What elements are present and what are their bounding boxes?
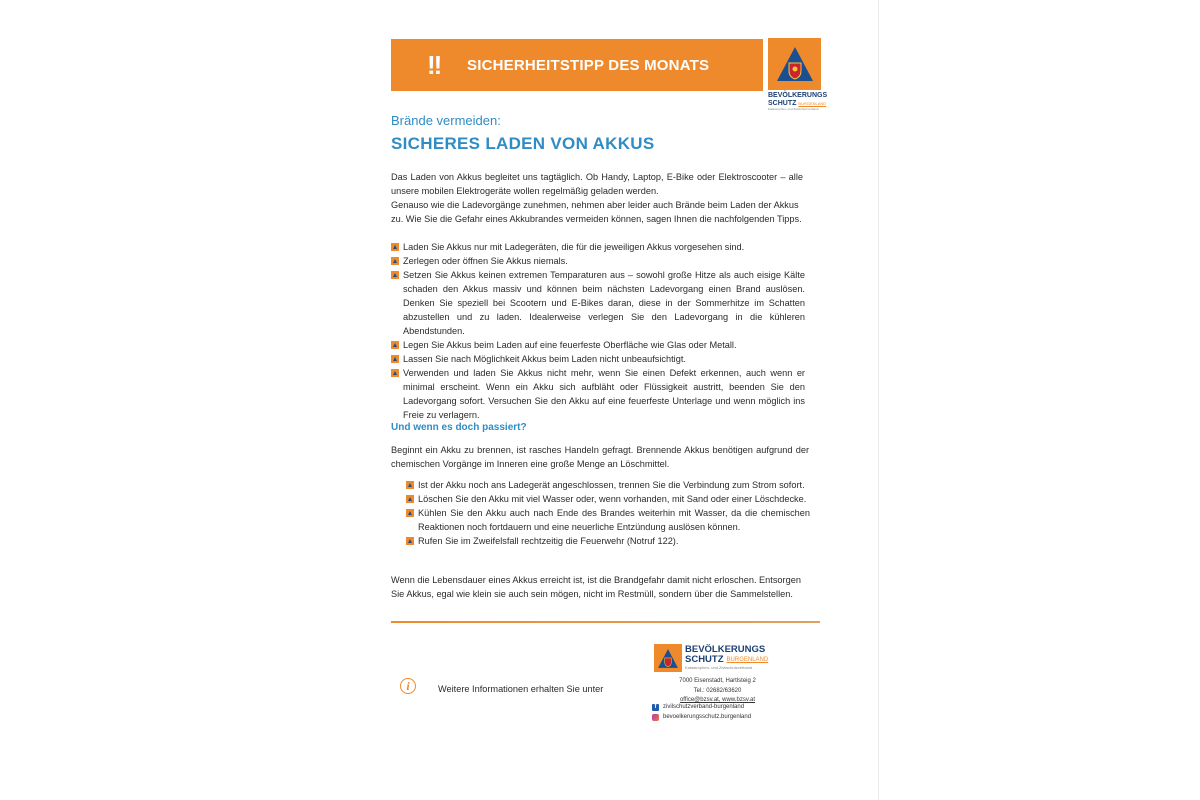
list-item: Laden Sie Akkus nur mit Ladegeräten, die für die jeweiligen Akkus vorgesehen sind.	[391, 240, 805, 254]
subtitle: Brände vermeiden:	[391, 113, 501, 128]
logo-emblem	[768, 38, 821, 90]
address: 7000 Eisenstadt, Hartlsteig 2	[679, 678, 756, 684]
logo-line2: SCHUTZ	[768, 99, 797, 107]
intro-line-2: Genauso wie die Ladevorgänge zunehmen, nehmen aber leider auch Brände beim Laden der Akkus zu. Wie Sie die Gefahr eines Akkubrandes vermeiden können, sagen Ihnen die nachfolgenden Tipps.	[391, 200, 802, 224]
social-links	[652, 702, 751, 722]
tips-list	[391, 240, 805, 422]
bullet-icon	[391, 369, 399, 377]
triangle-crest-icon	[657, 648, 679, 669]
list-item: Löschen Sie den Akku mit viel Wasser oder, wenn vorhanden, mit Sand oder einer Löschdecke.	[406, 492, 810, 506]
footer-divider	[391, 621, 820, 623]
logo-line1: BEVÖLKERUNGS	[768, 92, 828, 99]
list-item: Kühlen Sie den Akku auch nach Ende des Brandes weiterhin mit Wasser, da die chemischen Reaktionen noch fortdauern und eine neuerliche Entzündung auslösen können.	[406, 506, 810, 534]
triangle-crest-icon	[775, 45, 815, 83]
bullet-icon	[391, 243, 399, 251]
page-edge	[878, 0, 879, 800]
facebook-icon: f	[652, 704, 659, 711]
header-banner	[391, 39, 763, 91]
facebook-link[interactable]	[652, 702, 751, 712]
organization-logo	[768, 38, 828, 118]
facebook-handle: zivilschutzverband-burgenland	[663, 704, 745, 710]
bullet-icon	[406, 509, 414, 517]
intro-paragraph	[391, 170, 803, 226]
list-item: Verwenden und laden Sie Akkus nicht mehr, wenn Sie einen Defekt erkennen, auch wenn er minimal erscheint. Wenn ein Akku sich aufbläht oder Flüssigkeit austritt, beenden Sie den Ladevorgang sofort. Versuchen Sie den Akku auf eine feuerfeste Unterlage und wenn möglich ins Freie zu verlagern.	[391, 366, 805, 422]
bullet-icon	[406, 495, 414, 503]
section-heading: Und wenn es doch passiert?	[391, 422, 527, 433]
bullet-icon	[406, 481, 414, 489]
footer-logo-wordmark	[685, 645, 768, 671]
logo-region: BURGENLAND	[798, 100, 827, 106]
bullet-icon	[391, 355, 399, 363]
logo-emblem-small	[654, 644, 682, 672]
footer-logo	[654, 644, 768, 672]
instagram-handle: bevoelkerungsschutz.burgenland	[663, 714, 752, 720]
bullet-icon	[391, 257, 399, 265]
list-item: Zerlegen oder öffnen Sie Akkus niemals.	[391, 254, 805, 268]
logo-tagline: Katastrophen- und Zivilschutzverband	[768, 107, 819, 111]
instagram-icon	[652, 714, 659, 721]
instagram-link[interactable]	[652, 712, 751, 722]
disposal-paragraph: Wenn die Lebensdauer eines Akkus erreicht ist, ist die Brandgefahr damit nicht erloschen. Entsorgen Sie Akkus, egal wie klein sie auch sein mögen, nicht im Restmüll, sondern über die Sammelstellen.	[391, 575, 801, 599]
logo-wordmark	[768, 92, 828, 111]
list-item: Rufen Sie im Zweifelsfall rechtzeitig die Feuerwehr (Notruf 122).	[406, 534, 810, 548]
steps-list	[406, 478, 810, 548]
intro-line-1: Das Laden von Akkus begleitet uns tagtäglich. Ob Handy, Laptop, E-Bike oder Elektroscooter – alle unsere mobilen Elektrogeräte wollen regelmäßig geladen werden.	[391, 172, 803, 196]
list-item: Lassen Sie nach Möglichkeit Akkus beim Laden nicht unbeaufsichtigt.	[391, 352, 805, 366]
footer-logo-region: BURGENLAND	[726, 657, 769, 663]
footer-logo-tagline: Katastrophen- und Zivilschutzverband	[685, 665, 753, 670]
list-item: Legen Sie Akkus beim Laden auf eine feuerfeste Oberfläche wie Glas oder Metall.	[391, 338, 805, 352]
info-icon: i	[400, 678, 416, 694]
list-item: Setzen Sie Akkus keinen extremen Temparaturen aus – sowohl große Hitze als auch eisige Kälte schaden den Akkus massiv und können beim nächsten Ladevorgang einen Brand auslösen. Denken Sie speziell bei Scootern und E-Bikes daran, diese in der Sommerhitze im Schatten abzustellen und zu laden. Idealerweise verlegen Sie den Ladevorgang in die kühleren Abendstunden.	[391, 268, 805, 338]
fire-paragraph: Beginnt ein Akku zu brennen, ist rasches Handeln gefragt. Brennende Akkus benötigen aufgrund der chemischen Vorgänge im Inneren eine große Menge an Löschmittel.	[391, 445, 809, 469]
banner-title: SICHERHEITSTIPP DES MONATS	[467, 56, 710, 74]
footer-logo-line1: BEVÖLKERUNGS	[685, 644, 766, 655]
exclamation-icon: !!	[427, 49, 441, 80]
phone: Tel.: 02682/63620	[693, 687, 742, 694]
bullet-icon	[391, 341, 399, 349]
list-item: Ist der Akku noch ans Ladegerät angeschlossen, trennen Sie die Verbindung zum Strom sofort.	[406, 478, 810, 492]
info-text: Weitere Informationen erhalten Sie unter	[438, 684, 604, 694]
footer-logo-line2: SCHUTZ	[685, 654, 724, 665]
bullet-icon	[406, 537, 414, 545]
bullet-icon	[391, 271, 399, 279]
page-title: SICHERES LADEN VON AKKUS	[391, 134, 655, 153]
email-website[interactable]: office@bzsv.at, www.bzsv.at	[679, 697, 756, 704]
